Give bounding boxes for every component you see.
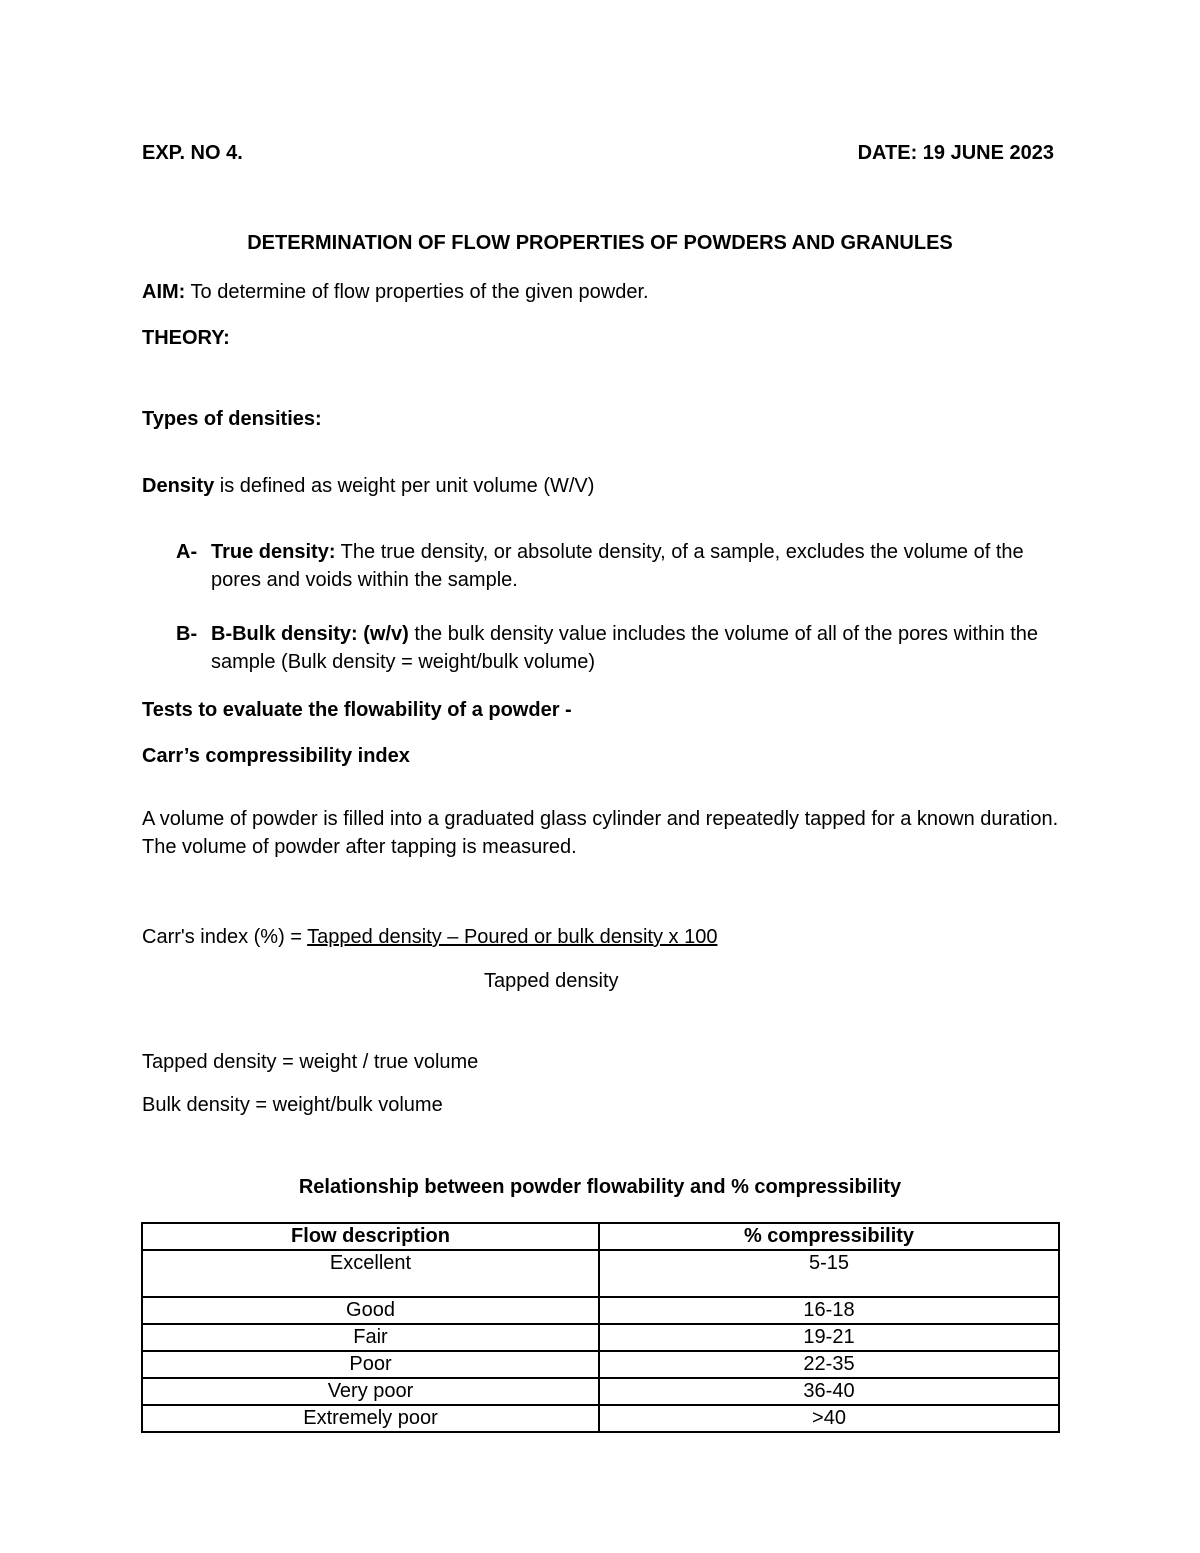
tests-heading: Tests to evaluate the flowability of a powder - (142, 699, 572, 721)
formula-denominator: Tapped density (484, 970, 619, 992)
flow-description-cell: Fair (142, 1324, 599, 1351)
flow-description-cell: Good (142, 1297, 599, 1324)
table-row (142, 1351, 1059, 1378)
table-row (142, 1297, 1059, 1324)
list-marker: A- (176, 541, 198, 563)
flowability-table (141, 1222, 1060, 1433)
column-header-flow-description: Flow description (142, 1223, 599, 1250)
density-term: Density (142, 475, 215, 497)
flow-description-cell: Extremely poor (142, 1405, 599, 1432)
true-density-text: The true density, or absolute density, of a sample, excludes the volume of the pores and voids within the sample. (211, 541, 1024, 591)
document-title: DETERMINATION OF FLOW PROPERTIES OF POWDERS AND GRANULES (247, 232, 953, 254)
carr-index-description: A volume of powder is filled into a graduated glass cylinder and repeatedly tapped for a known duration. The volume of powder after tapping is measured. (142, 808, 1059, 858)
theory-heading: THEORY: (142, 327, 230, 349)
true-density-term: True density: (211, 541, 336, 563)
experiment-date: DATE: 19 JUNE 2023 (857, 142, 1054, 164)
types-of-densities-heading: Types of densities: (142, 408, 322, 430)
tapped-density-definition: Tapped density = weight / true volume (142, 1051, 479, 1073)
compressibility-cell: 16-18 (599, 1297, 1059, 1324)
table-row (142, 1324, 1059, 1351)
experiment-number: EXP. NO 4. (142, 142, 243, 164)
table-row (142, 1405, 1059, 1432)
flow-description-cell: Poor (142, 1351, 599, 1378)
table-title: Relationship between powder flowability and % compressibility (298, 1176, 902, 1198)
aim-label: AIM: (142, 281, 186, 303)
compressibility-cell: 22-35 (599, 1351, 1059, 1378)
density-definition-text: is defined as weight per unit volume (W/V) (214, 475, 595, 497)
bulk-density-text: the bulk density value includes the volume of all of the pores within the sample (Bulk density = weight/bulk volume) (211, 623, 1039, 673)
formula-numerator: Tapped density – Poured or bulk density x 100 (307, 926, 718, 948)
density-definition (142, 475, 594, 498)
carr-index-formula (142, 926, 717, 949)
compressibility-cell: 5-15 (599, 1250, 1059, 1297)
bulk-density-term: B-Bulk density: (w/v) (211, 623, 409, 645)
list-marker: B- (176, 623, 198, 645)
table-header-row (142, 1223, 1059, 1250)
carr-index-heading: Carr’s compressibility index (142, 745, 410, 767)
bulk-density-definition: Bulk density = weight/bulk volume (142, 1094, 443, 1116)
column-header-compressibility: % compressibility (599, 1223, 1059, 1250)
compressibility-cell: 19-21 (599, 1324, 1059, 1351)
aim-line (142, 281, 649, 304)
flow-description-cell: Very poor (142, 1378, 599, 1405)
list-item-true-density (142, 538, 1062, 594)
formula-lhs: Carr's index (%) = (142, 926, 308, 948)
table-row (142, 1378, 1059, 1405)
compressibility-cell: >40 (599, 1405, 1059, 1432)
table-row (142, 1250, 1059, 1297)
list-item-bulk-density (142, 620, 1062, 676)
aim-text: To determine of flow properties of the given powder. (185, 281, 649, 303)
compressibility-cell: 36-40 (599, 1378, 1059, 1405)
flow-description-cell: Excellent (142, 1250, 599, 1297)
